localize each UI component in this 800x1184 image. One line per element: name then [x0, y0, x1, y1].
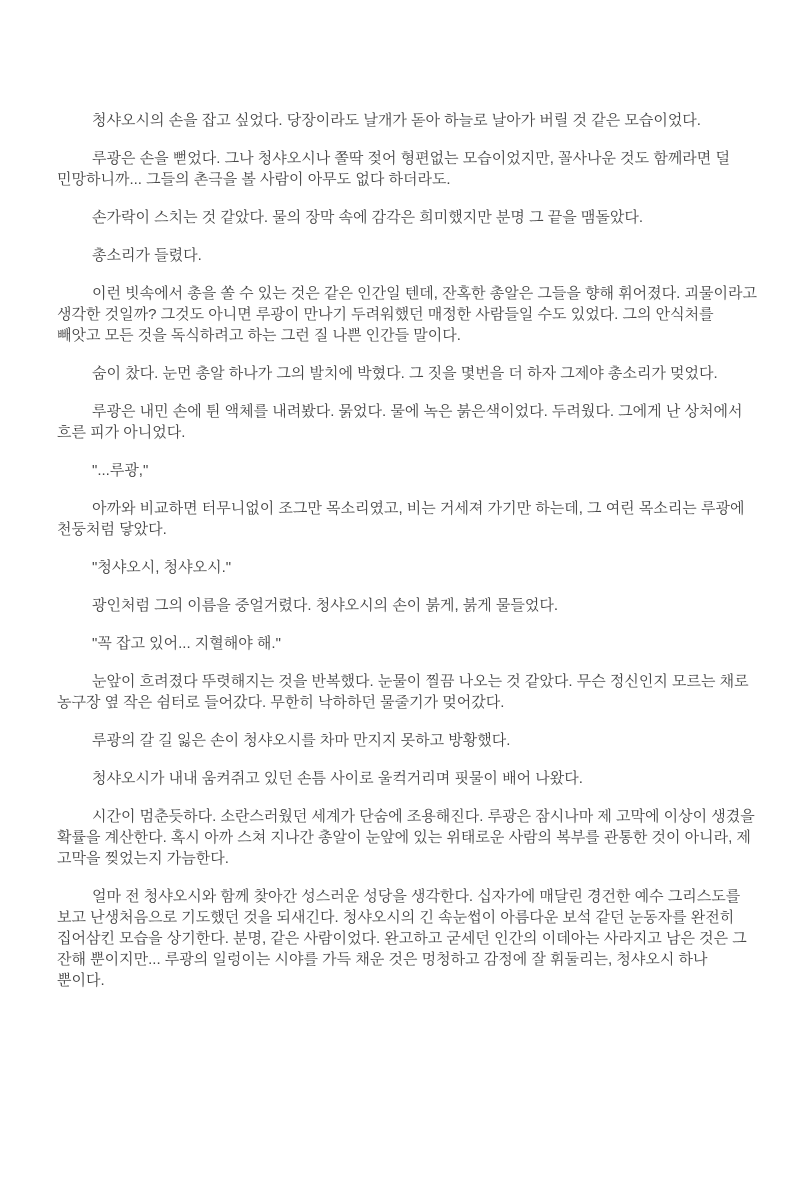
story-paragraph: 루광은 내민 손에 튄 액체를 내려봤다. 묽었다. 물에 녹은 붉은색이었다. 두려웠다. 그에게 난 상처에서 흐른 피가 아니었다.: [57, 403, 743, 441]
story-paragraph: 청샤오시의 손을 잡고 싶었다. 당장이라도 날개가 돋아 하늘로 날아가 버릴 것 같은 모습이었다.: [92, 112, 701, 129]
story-paragraph: 광인처럼 그의 이름을 중얼거렸다. 청샤오시의 손이 붉게, 붉게 물들었다.: [92, 597, 559, 614]
story-paragraph: 루광은 손을 뻗었다. 그나 청샤오시나 쫄딱 젖어 형편없는 모습이었지만, 꼴사나운 것도 함께라면 덜 민망하니까... 그들의 촌극을 볼 사람이 아무도 없다 하더라도.: [57, 150, 730, 188]
story-paragraph: 손가락이 스치는 것 같았다. 물의 장막 속에 감각은 희미했지만 분명 그 끝을 맴돌았다.: [92, 209, 644, 226]
story-paragraph-dialogue: "꼭 잡고 있어... 지혈해야 해.": [92, 635, 281, 652]
story-paragraph: 루광의 갈 길 잃은 손이 청샤오시를 차마 만지지 못하고 방황했다.: [92, 732, 511, 749]
story-paragraph: 이런 빗속에서 총을 쏠 수 있는 것은 같은 인간일 텐데, 잔혹한 총알은 그들을 향해 휘어졌다. 괴물이라고 생각한 것일까? 그것도 아니면 루광이 만나기 두려워했던 매정한 사람들일 수도 있었다. 그의 안식처를 빼앗고 모든 것을 독식하려고 하는 그런 질 나쁜 인간들 말이다.: [57, 285, 757, 344]
story-paragraph-dialogue: "...루광,": [92, 462, 149, 479]
story-paragraph: 청샤오시가 내내 움켜쥐고 있던 손틈 사이로 울컥거리며 핏물이 배어 나왔다.: [92, 770, 583, 787]
story-paragraph: 눈앞이 흐려졌다 뚜렷해지는 것을 반복했다. 눈물이 찔끔 나오는 것 같았다. 무슨 정신인지 모르는 채로 농구장 옆 작은 쉼터로 들어갔다. 무한히 낙하하던 물줄기가 멎어갔다.: [57, 673, 749, 711]
story-text-body: [57, 110, 757, 991]
story-paragraph: 얼마 전 청샤오시와 함께 찾아간 성스러운 성당을 생각한다. 십자가에 매달린 경건한 예수 그리스도를 보고 난생처음으로 기도했던 것을 되새긴다. 청샤오시의 긴 속눈썹이 아름다운 보석 같던 눈동자를 완전히 집어삼킨 모습을 상기한다. 분명, 같은 사람이었다. 완고하고 굳세던 인간의 이데아는 사라지고 남은 것은 그 잔해 뿐이지만... 루광의 일렁이는 시야를 가득 채운 것은 멍청하고 감정에 잘 휘둘리는, 청샤오시 하나 뿐이다.: [57, 888, 747, 989]
story-paragraph: 숨이 찼다. 눈먼 총알 하나가 그의 발치에 박혔다. 그 짓을 몇번을 더 하자 그제야 총소리가 멎었다.: [92, 365, 718, 382]
story-paragraph-dialogue: "청샤오시, 청샤오시.": [92, 559, 232, 576]
story-paragraph: 총소리가 들렸다.: [92, 247, 202, 264]
story-paragraph: 아까와 비교하면 터무니없이 조그만 목소리였고, 비는 거세져 가기만 하는데, 그 여린 목소리는 루광에 천둥처럼 닿았다.: [57, 500, 745, 538]
story-paragraph: 시간이 멈춘듯하다. 소란스러웠던 세계가 단숨에 조용해진다. 루광은 잠시나마 제 고막에 이상이 생겼을 확률을 계산한다. 혹시 아까 스쳐 지나간 총알이 눈앞에 있는 위태로운 사람의 복부를 관통한 것이 아니라, 제 고막을 찢었는지 가늠한다.: [57, 808, 755, 867]
